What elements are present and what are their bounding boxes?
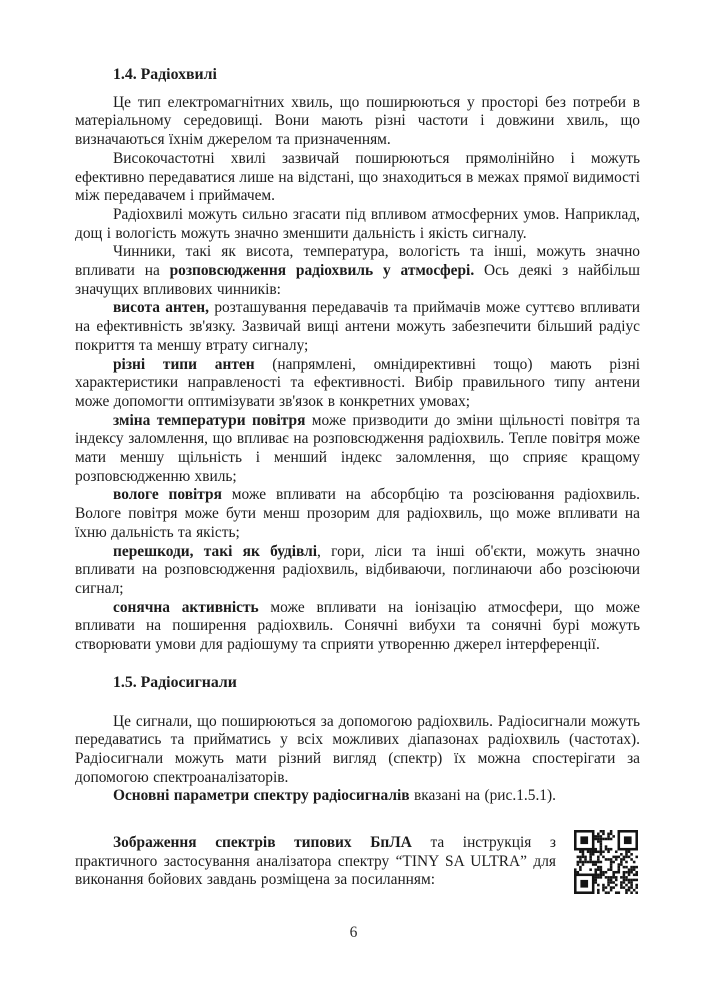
page-number: 6 (349, 924, 358, 941)
text-run: Це сигнали, що поширюються за допомогою радіохвиль. Радіосигнали можуть передаватись та прийматись у всіх можливих діапазонах радіохвиль (частотах). Радіосигнали можуть мати різний вигляд (спектр) їх можна спостерігати за допомогою спектроаналізаторів. (75, 712, 640, 786)
section-heading (75, 66, 640, 85)
bold-text-run: вологе повітря (113, 486, 222, 504)
bold-text-run: Зображення спектрів типових БпЛА (113, 834, 412, 852)
document-body (75, 66, 640, 890)
text-run: Радіохвилі можуть сильно згасати під впливом атмосферних умов. Наприклад, дощ і вологість можуть значно зменшити дальність і якість сигналу. (75, 205, 640, 242)
qr-code (572, 830, 640, 894)
paragraph (75, 356, 640, 412)
text-run: розташування передавачів та приймачів може суттєво впливати на ефективність зв'язку. Зазвичай вищі антени можуть забезпечити більший радіус покриття та меншу втрату сигналу; (75, 299, 641, 354)
paragraph (75, 412, 640, 487)
paragraph (75, 486, 640, 542)
text-run: 1.4. Радіохвилі (113, 66, 217, 83)
paragraph (75, 543, 640, 599)
text-run: Високочастотні хвилі зазвичай поширюються прямолінійно і можуть ефективно передаватися лише на відстані, що знаходиться в межах прямої видимості між передавачем і приймачем. (75, 149, 640, 205)
text-run: , гори, ліси та інші об'єкти, можуть значно впливати на розповсюдження радіохвиль, відбиваючи, поглинаючи або розсіюючи сигнал; (75, 542, 640, 597)
text-run: може призводити до зміни щільності повітря та індексу заломлення, що впливає на розповсюдження радіохвиль. Тепле повітря може мати меншу щільність і менший індекс заломлення, що сприяє кращому розповсюдженню хвиль; (75, 411, 640, 485)
paragraph (75, 834, 640, 890)
bold-text-run: висота антен, (113, 299, 209, 317)
bold-text-run: різні типи антен (113, 355, 255, 373)
text-run: може впливати на абсорбцію та розсіювання радіохвиль. Вологе повітря може бути менш прозорим для радіохвиль, що може впливати на їхню дальність та якість; (75, 486, 640, 541)
paragraph (75, 599, 640, 655)
text-run: Ось деякі з найбільш значущих впливових чинників: (75, 262, 640, 298)
text-run: 1.5. Радіосигнали (113, 673, 237, 691)
text-run: та інструкція з практичного застосування аналізатора спектру “TINY SA ULTRA” для виконання бойових завдань розміщена за посиланням: (75, 834, 556, 889)
text-run: Чинники, такі як висота, температура, вологість та інші, можуть значно впливати на (75, 243, 640, 280)
bold-text-run: Основні параметри спектру радіосигналів (113, 787, 410, 805)
bold-text-run: перешкоди, такі як будівлі (113, 542, 318, 560)
text-run: вказані на (рис.1.5.1). (409, 787, 556, 805)
bold-text-run: розповсюдження радіохвиль у атмосфері. (169, 262, 475, 280)
paragraph (75, 206, 640, 243)
paragraph (75, 713, 640, 788)
bold-text-run: сонячна активність (113, 598, 259, 616)
text-run: (напрямлені, омнідирективні тощо) мають різні характеристики направленості та ефективності. Вибір правильного типу антени може допомогти оптимізувати зв'язок в конкретних умовах; (75, 355, 640, 410)
paragraph (75, 243, 640, 299)
text-run: може впливати на іонізацію атмосфери, що може впливати на поширення радіохвиль. Сонячні вибухи та сонячні бурі можуть створювати умови для радіошуму та сприяти утворенню джерел інтерференції. (75, 598, 640, 654)
section-heading (75, 674, 640, 693)
bold-text-run: зміна температури повітря (113, 411, 306, 429)
paragraph (75, 150, 640, 206)
paragraph (75, 299, 640, 355)
paragraph (75, 787, 640, 806)
text-run: Це тип електромагнітних хвиль, що поширюються у просторі без потреби в матеріальному середовищі. Вони мають різні частоти і довжини хвиль, що визначаються їхнім джерелом та призначенням. (75, 93, 640, 149)
paragraph (75, 94, 640, 150)
